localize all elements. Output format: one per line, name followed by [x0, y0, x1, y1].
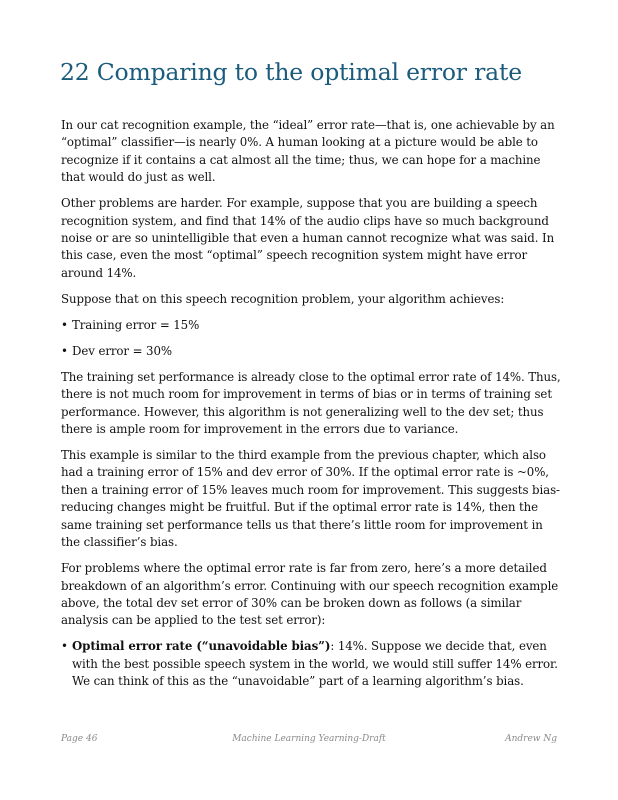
- paragraph-breakdown-intro: For problems where the optimal error rate is far from zero, here’s a more detailed breakdown of an algorithm’s error. Continuing with our speech recognition example above, the total dev set error of 30% can be broken down as follows (a similar analysis can be applied to the test set error):: [61, 561, 559, 628]
- page-number: Page 46: [61, 734, 98, 744]
- paragraph-results-intro: Suppose that on this speech recognition problem, your algorithm achieves:: [61, 291, 505, 306]
- list-item-text: : 14%. Suppose we decide that, even with the best possible speech system in the world, we would still suffer 14% error. We can think of this as the “unavoidable” part of a learning algorithm’s bias.: [72, 639, 558, 689]
- chapter-body: [61, 117, 561, 699]
- bullet-icon: •: [61, 317, 68, 332]
- breakdown-list: [61, 638, 561, 690]
- bullet-icon: •: [61, 343, 68, 358]
- chapter-title: 22 Comparing to the optimal error rate: [60, 58, 522, 86]
- list-item-text: Training error = 15%: [72, 317, 200, 332]
- results-list: [61, 317, 561, 360]
- list-item: [61, 638, 561, 690]
- book-title: Machine Learning Yearning-Draft: [232, 734, 386, 744]
- list-item: [61, 317, 561, 334]
- author-name: Andrew Ng: [505, 734, 557, 744]
- paragraph-comparison: This example is similar to the third example from the previous chapter, which also had a training error of 15% and dev error of 30%. If the optimal error rate is ~0%, then a training error of 15% leaves much room for improvement. This suggests bias-reducing changes might be fruitful. But if the optimal error rate is 14%, then the same training set performance tells us that there’s little room for improvement in the classifier’s bias.: [61, 448, 560, 550]
- bullet-icon: •: [61, 639, 68, 654]
- list-item-term: Optimal error rate (“unavoidable bias”): [72, 639, 331, 654]
- paragraph-cat-example: In our cat recognition example, the “ideal” error rate—that is, one achievable by an “optimal” classifier—is nearly 0%. A human looking at a picture would be able to recognize if it contains a cat almost all the time; thus, we can hope for a machine that would do just as well.: [61, 118, 555, 185]
- list-item: [61, 343, 561, 360]
- paragraph-variance: The training set performance is already close to the optimal error rate of 14%. Thus, there is not much room for improvement in terms of bias or in terms of training set performance. However, this algorithm is not generalizing well to the dev set; thus there is ample room for improvement in the errors due to variance.: [61, 369, 561, 437]
- list-item-text: Dev error = 30%: [72, 343, 172, 358]
- paragraph-speech-example: Other problems are harder. For example, suppose that you are building a speech recognition system, and find that 14% of the audio clips have so much background noise or are so unintelligible that even a human cannot recognize what was said. In this case, even the most “optimal” speech recognition system might have error around 14%.: [61, 196, 555, 280]
